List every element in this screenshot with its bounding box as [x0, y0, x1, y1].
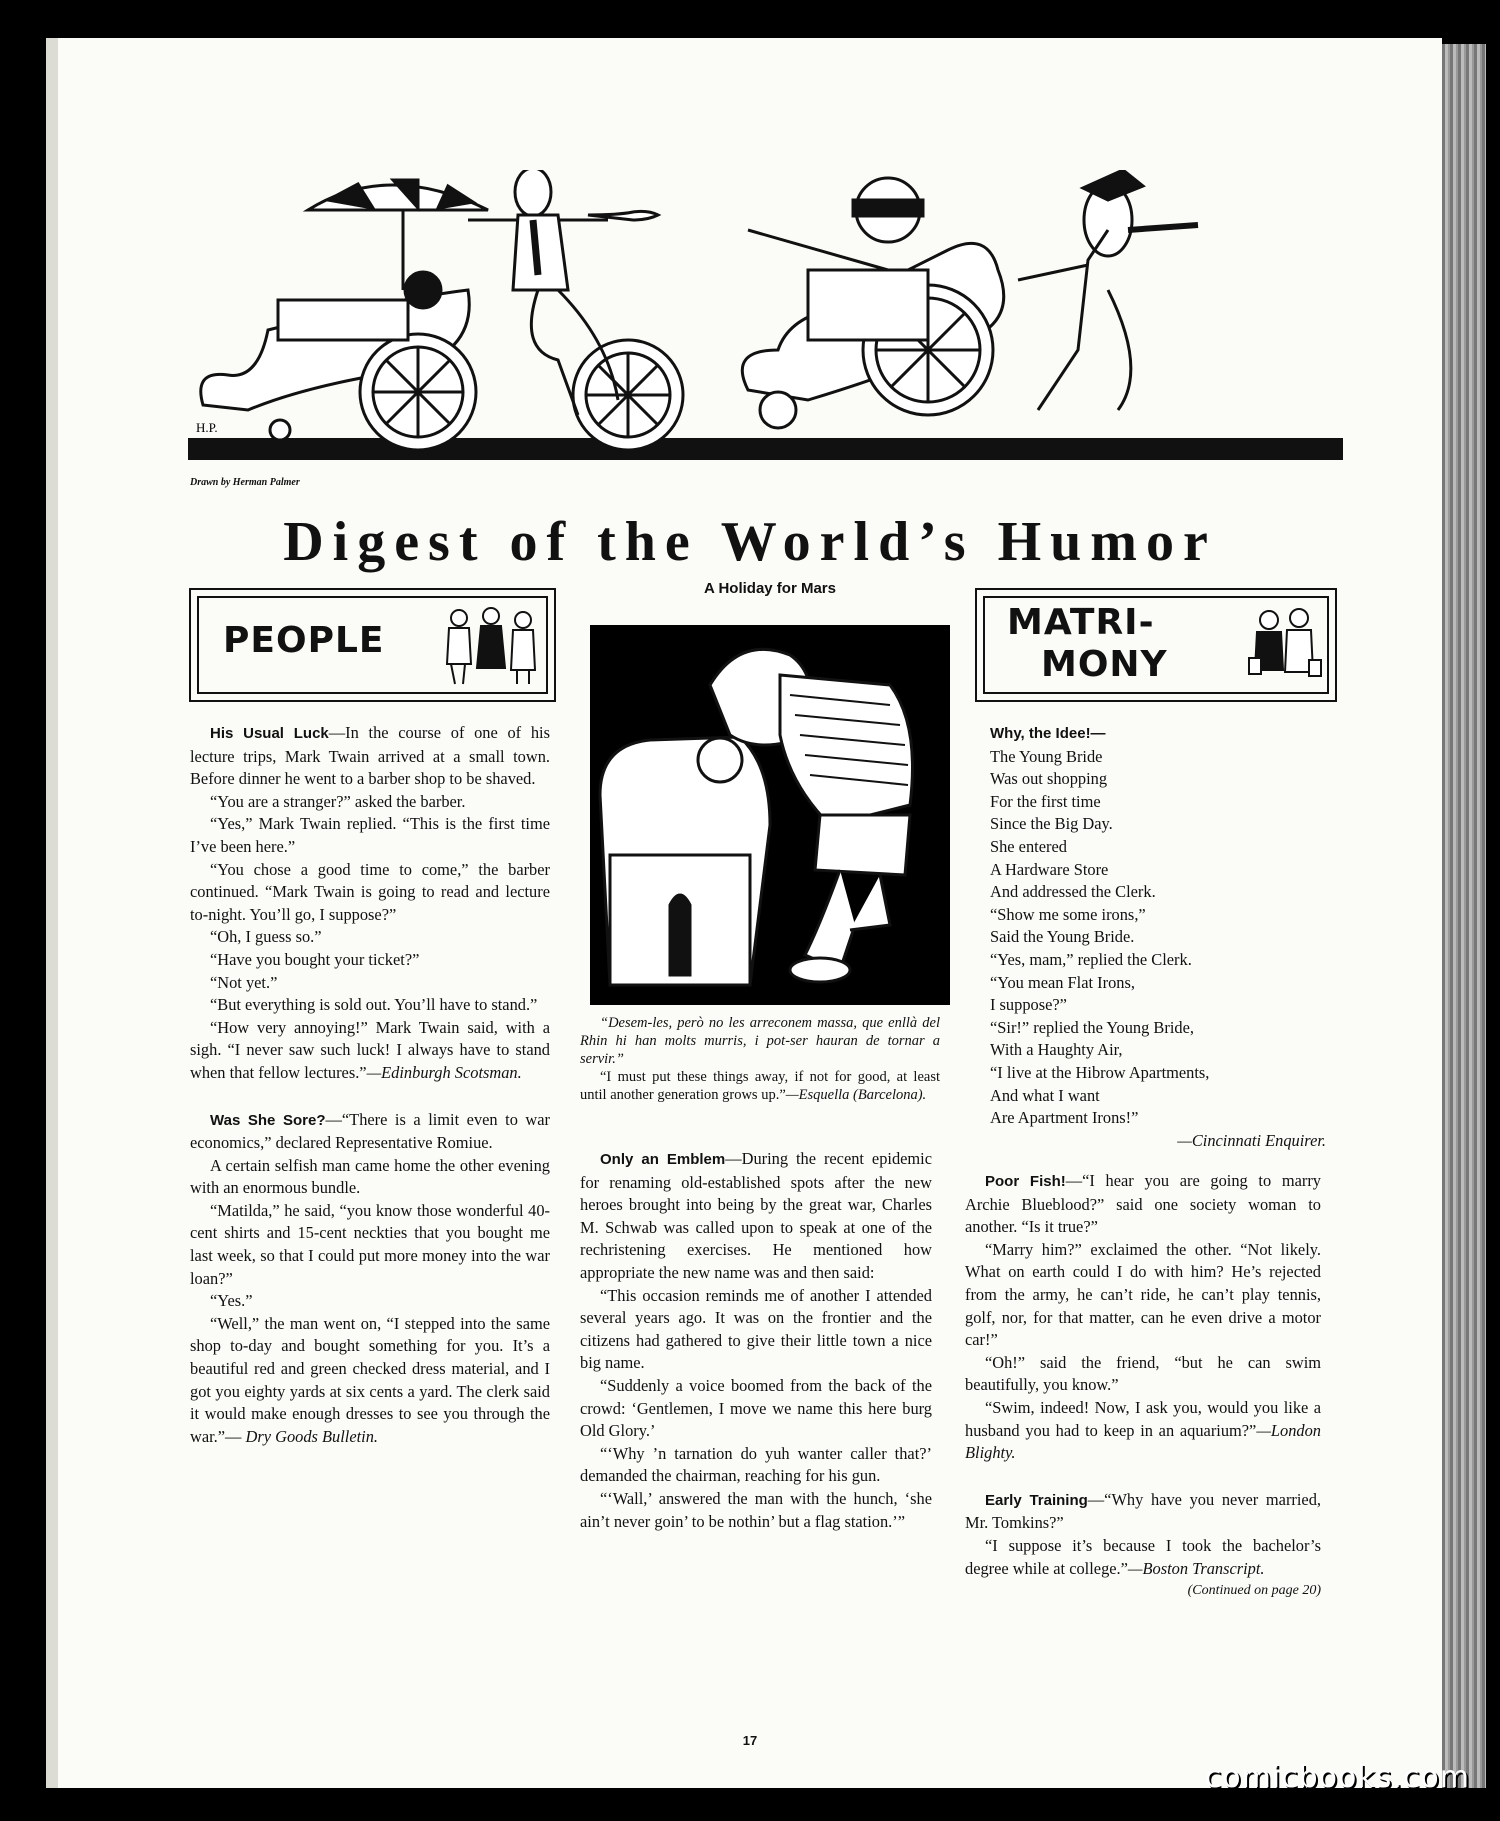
header-illustration — [188, 170, 1343, 480]
source-credit: Dry Goods Bulletin. — [245, 1426, 379, 1446]
poem-line: With a Haughty Air, — [990, 1040, 1123, 1060]
poem-line: For the first time — [990, 791, 1101, 811]
cartoon-caption — [580, 1014, 940, 1104]
matrimony-header-box — [975, 588, 1337, 702]
artist-initials: H.P. — [196, 420, 218, 435]
people-figures-icon — [441, 604, 541, 686]
source-credit: —Cincinnati Enquirer. — [1177, 1130, 1326, 1150]
poem-line: “I live at the Hibrow Apartments, — [990, 1062, 1210, 1082]
source-credit: —Boston Transcript. — [1127, 1558, 1265, 1578]
caption-spanish: “Desem-les, però no les arreconem massa, que enllà del Rhin hi han molts murris, i pot-ser hauran de tornar a servir.” — [580, 1015, 940, 1067]
poem-lines — [990, 746, 1326, 1130]
story-headline: Was She Sore? — [210, 1111, 326, 1129]
poem-line: “Yes, mam,” replied the Clerk. — [990, 949, 1192, 969]
poem-line: She entered — [990, 836, 1067, 856]
matrimony-label-line2: MONY — [1041, 644, 1168, 685]
cartoon-title: A Holiday for Mars — [704, 580, 836, 597]
column-right-lower: Poor Fish!—“I hear you are going to marry Archie Blueblood?” said one society woman to another. “Is it true?” “Marry him?” exclaimed the other. “Not likely. What on earth could I do with him? He’s rejected from the army, he can’t ride, he can’t play tennis, golf, nor, for that matter, can he even drive a motor car!” “Oh!” said the friend, “but he can swim beautifully, you know.” “Swim, indeed! Now, I ask you, would you like a husband you had to keep in an aquarium?”—London Blighty. Early Training—“Why have you never married, Mr. Tomkins?” “I suppose it’s because I took the bachelor’s degree while at college.”—Boston Transcript. (Continued on page 20) — [965, 1171, 1321, 1599]
poem-line: The Young Bride — [990, 746, 1103, 766]
poem-line: “You mean Flat Irons, — [990, 972, 1135, 992]
illustration-credit: Drawn by Herman Palmer — [190, 477, 300, 488]
page-title: Digest of the World’s Humor — [283, 511, 1217, 573]
poem-line: And what I want — [990, 1085, 1100, 1105]
poem-line: A Hardware Store — [990, 859, 1109, 879]
watermark: comicbooks.com — [1204, 1760, 1470, 1795]
book-spine — [46, 38, 58, 1788]
poem-line: I suppose?” — [990, 995, 1067, 1015]
couple-figures-icon — [1247, 606, 1323, 686]
source-credit: —Esquella (Barcelona). — [785, 1087, 927, 1103]
source-credit: —Edinburgh Scotsman. — [366, 1062, 522, 1082]
right-rickshaw — [742, 170, 1198, 428]
people-label: PEOPLE — [223, 620, 385, 661]
poem-line: Was out shopping — [990, 769, 1108, 789]
poem-line: Said the Young Bride. — [990, 927, 1135, 947]
story-headline: Why, the Idee!— — [990, 725, 1106, 742]
continued-note: (Continued on page 20) — [1187, 1583, 1321, 1599]
column-right — [990, 722, 1326, 1152]
poem-line: “Show me some irons,” — [990, 904, 1146, 924]
people-header-box — [189, 588, 556, 702]
column-middle: Only an Emblem—During the recent epidemic for renaming old-established spots after the new heroes brought into being by the great war, Charles M. Schwab was called upon to speak at one of the rechristening exercises. He mentioned how appropriate the new name was and then said: “This occasion reminds me of another I attended several years ago. It was on the frontier and the citizens had gathered to give their little town a nice big name. “Suddenly a voice boomed from the back of the crowd: ‘Gentlemen, I move we name this here burg Old Glory.’ “‘Why ’n tarnation do yuh wanter caller that?’ demanded the chairman, reaching for his gun. “‘Wall,’ answered the man with the hunch, ‘she ain’t never goin’ to be nothin’ but a flag station.’” — [580, 1149, 932, 1531]
poem-line: Are Apartment Irons!” — [990, 1108, 1139, 1128]
source-credit: —London Blighty. — [965, 1420, 1321, 1463]
story-headline: His Usual Luck — [210, 725, 329, 742]
poem-line: And addressed the Clerk. — [990, 882, 1156, 902]
mars-cartoon-drawing — [590, 625, 950, 1005]
left-rickshaw — [201, 170, 683, 450]
column-left: His Usual Luck—In the course of one of his lecture trips, Mark Twain arrived at a small town. Before dinner he went to a barber shop to be shaved. “You are a stranger?” asked the barber. “Yes,” Mark Twain replied. “This is the first time I’ve been here.” “You chose a good time to come,” the barber continued. “Mark Twain is going to read and lecture to-night. You’ll go, I suppose?” “Oh, I guess so.” “Have you bought your ticket?” “Not yet.” “But everything is sold out. You’ll have to stand.” “How very annoying!” Mark Twain said, with a sigh. “I never saw such luck! I always have to stand when that fellow lectures.”—Edinburgh Scotsman. Was She Sore?—“There is a limit even to war economics,” declared Representative Romiue. A certain selfish man came home the other evening with an enormous bundle. “Matilda,” he said, “you know those wonderful 40-cent shirts and 15-cent neckties that you bought me last week, so that I could put more money into the war loan?” “Yes.” “Well,” the man went on, “I stepped into the same shop to-day and bought something for you. It’s a beautiful red and green checked dress material, and I got you eighty yards at six cents a yard. The clerk said it would make enough dresses to see you through the war.”— Dry Goods Bulletin. — [190, 723, 551, 1446]
cartoon-mars — [590, 625, 950, 1005]
matrimony-label-line1: MATRI- — [1007, 602, 1155, 643]
page-number: 17 — [742, 1733, 758, 1748]
caption-english: “I must put these things away, if not for good, at least until another generation grows up.” — [580, 1069, 940, 1103]
page-edges — [1442, 44, 1486, 1788]
ground-bar — [188, 438, 1343, 460]
poem-line: Since the Big Day. — [990, 814, 1113, 834]
story-headline: Poor Fish! — [985, 1173, 1066, 1190]
story-headline: Early Training — [985, 1491, 1088, 1509]
poem-line: “Sir!” replied the Young Bride, — [990, 1017, 1194, 1037]
story-headline: Only an Emblem — [600, 1151, 726, 1168]
